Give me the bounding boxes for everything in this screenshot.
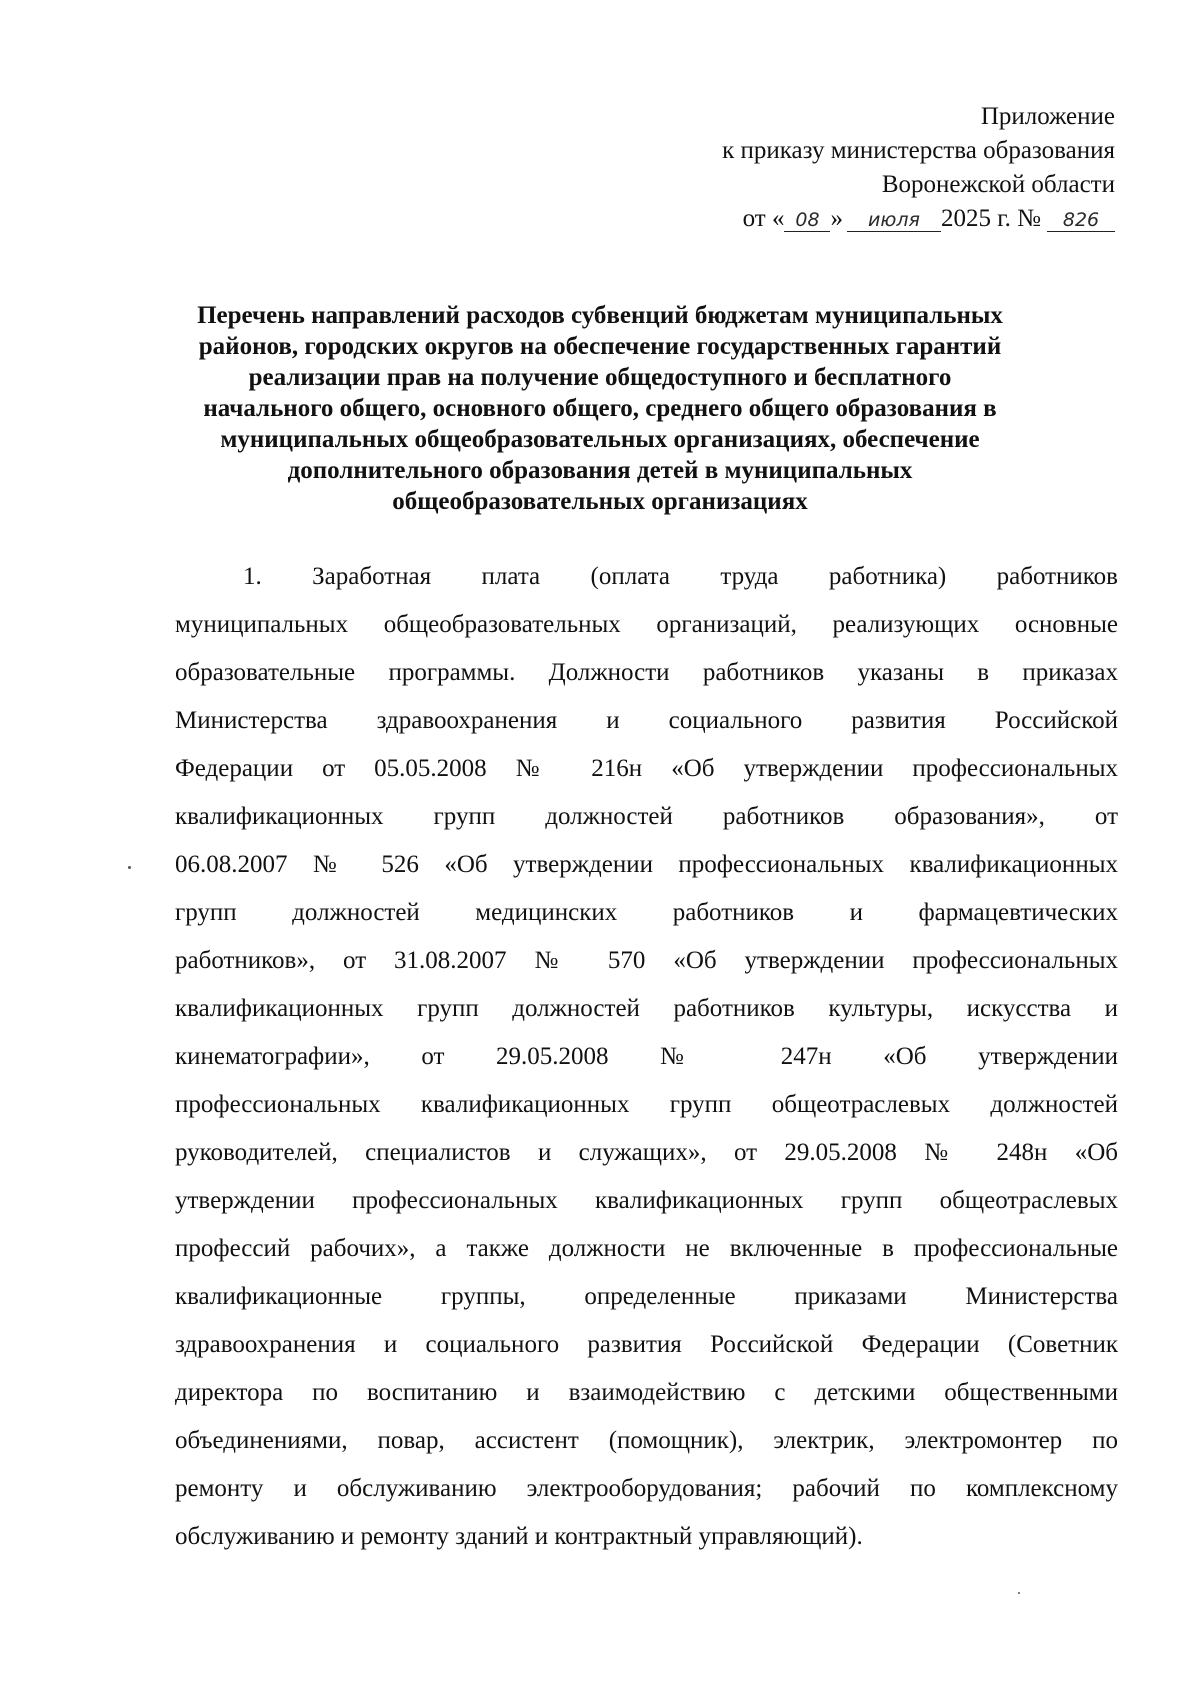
paragraph-line: 1. Заработная плата (оплата труда работника) работников (243, 563, 1118, 590)
paragraph-line: работников», от 31.08.2007 № 570 «Об утверждении профессиональных (175, 947, 1118, 974)
paragraph-line: руководителей, специалистов и служащих», от 29.05.2008 № 248н «Об (175, 1139, 1118, 1166)
paragraph-line: Министерства здравоохранения и социального развития Российской (175, 707, 1118, 734)
paragraph-1 (175, 553, 1118, 1561)
paragraph-line: профессиональных квалификационных групп общеотраслевых должностей (175, 1091, 1118, 1118)
title-line: реализации прав на получение общедоступного и бесплатного (248, 364, 952, 391)
paragraph-line: 06.08.2007 № 526 «Об утверждении профессиональных квалификационных (175, 851, 1118, 878)
scan-speck (128, 866, 131, 869)
paragraph-line: утверждении профессиональных квалификационных групп общеотраслевых (175, 1187, 1118, 1214)
title-line: районов, городских округов на обеспечение государственных гарантий (198, 333, 1002, 360)
scan-speck (1018, 1592, 1020, 1594)
paragraph-line: директора по воспитанию и взаимодействию с детскими общественными (175, 1379, 1118, 1406)
handwritten-month: июля (847, 209, 941, 232)
paragraph-line: образовательные программы. Должности работников указаны в приказах (175, 659, 1118, 686)
date-prefix: от « (742, 205, 785, 232)
document-title (150, 300, 1050, 517)
appendix-header (722, 100, 1115, 236)
region-name: Воронежской области (881, 171, 1115, 198)
year-and-number-label: 2025 г. № (940, 205, 1041, 232)
date-quote-close: » (830, 205, 843, 232)
title-line: Перечень направлений расходов субвенций бюджетам муниципальных (197, 302, 1003, 329)
paragraph-line: кинематографии», от 29.05.2008 № 247н «Об утверждении (175, 1043, 1118, 1070)
paragraph-line: Федерации от 05.05.2008 № 216н «Об утверждении профессиональных (175, 755, 1118, 782)
order-date-line (722, 202, 1115, 236)
paragraph-line: обслуживанию и ремонту зданий и контрактный управляющий). (175, 1523, 863, 1550)
paragraph-line: квалификационных групп должностей работников культуры, искусства и (175, 995, 1118, 1022)
paragraph-line: групп должностей медицинских работников и фармацевтических (175, 899, 1118, 926)
title-line: дополнительного образования детей в муниципальных (287, 457, 913, 484)
paragraph-line: квалификационные группы, определенные приказами Министерства (175, 1283, 1118, 1310)
paragraph-line: объединениями, повар, ассистент (помощник), электрик, электромонтер по (175, 1427, 1118, 1454)
paragraph-line: профессий рабочих», а также должности не включенные в профессиональные (175, 1235, 1118, 1262)
paragraph-line: муниципальных общеобразовательных организаций, реализующих основные (175, 611, 1118, 638)
paragraph-line: ремонту и обслуживанию электрооборудования; рабочий по комплексному (175, 1475, 1118, 1502)
handwritten-day: 08 (784, 209, 830, 232)
appendix-label: Приложение (980, 103, 1115, 130)
title-line: муниципальных общеобразовательных организациях, обеспечение (220, 426, 980, 453)
title-line: общеобразовательных организациях (392, 488, 808, 515)
title-line: начального общего, основного общего, среднего общего образования в (203, 395, 997, 422)
handwritten-order-number: 826 (1047, 209, 1115, 232)
order-reference: к приказу министерства образования (722, 137, 1115, 164)
paragraph-line: здравоохранения и социального развития Российской Федерации (Советник (175, 1331, 1118, 1358)
paragraph-line: квалификационных групп должностей работников образования», от (175, 803, 1118, 830)
